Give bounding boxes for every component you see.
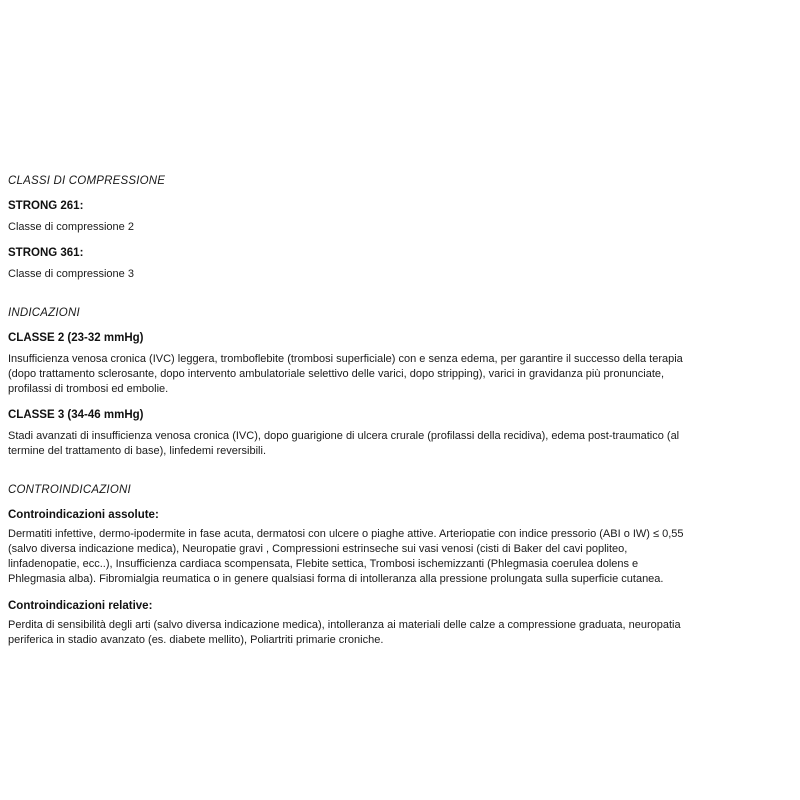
subsection-body: Classe di compressione 2 — [8, 221, 134, 234]
subsection-heading: Controindicazioni assolute: — [8, 508, 159, 521]
section-spacer — [8, 293, 705, 307]
subsection-body: Perdita di sensibilità degli arti (salvo diversa indicazione medica), intolleranza ai materiali delle calze a compressione graduata, neuropatia periferica in stadio avanzato (es. diabete mellito), Poliartriti primarie croniche. — [8, 618, 681, 646]
subsection-body: Dermatiti infettive, dermo-ipodermite in fase acuta, dermatosi con ulcere o piaghe attive. Arteriopatie con indice pressorio (ABI o IW) ≤ 0,55 (salvo diversa indicazione medica), Neuropatie gravi , Compressioni estrinseche sui vasi venosi (cisti di Baker del cavi popliteo, linfadenopatie, ecc..), Insufficienza cardiaca scompensata, Flebite settica, Trombosi ischemizzanti (Phlegmasia coerulea dolens e Phlegmasia alba). Fibromialgia reumatica o in genere qualsiasi forma di intolleranza alla pressione prolungata sulla superficie cutanea. — [8, 528, 684, 585]
section-title: CLASSI DI COMPRESSIONE — [8, 175, 166, 187]
subsection-heading: STRONG 261: — [8, 199, 84, 212]
subsection-heading: CLASSE 3 (34-46 mmHg) — [8, 408, 144, 421]
subsection-heading: Controindicazioni relative: — [8, 599, 153, 612]
subsection-body: Stadi avanzati di insufficienza venosa cronica (IVC), dopo guarigione di ulcera crurale (profilassi della recidiva), edema post-traumatico (al termine del trattamento di base), linfedemi reversibili. — [8, 430, 680, 458]
subsection-heading: STRONG 361: — [8, 247, 84, 260]
section-classi-di-compressione — [8, 175, 705, 282]
section-indicazioni — [8, 307, 705, 459]
subsection-body: Classe di compressione 3 — [8, 268, 134, 281]
subsection-heading: CLASSE 2 (23-32 mmHg) — [8, 332, 144, 345]
section-spacer — [8, 470, 705, 484]
subsection-body: Insufficienza venosa cronica (IVC) leggera, tromboflebite (trombosi superficiale) con e senza edema, per garantire il successo della terapia (dopo trattamento sclerosante, dopo intervento ambulatoriale selettivo delle varici, dopo stripping), varici in gravidanza più pronunciate, profilassi di trombosi ed embolie. — [8, 353, 683, 396]
section-title: INDICAZIONI — [8, 307, 80, 320]
section-title: CONTROINDICAZIONI — [8, 484, 131, 496]
section-controindicazioni — [8, 484, 705, 648]
